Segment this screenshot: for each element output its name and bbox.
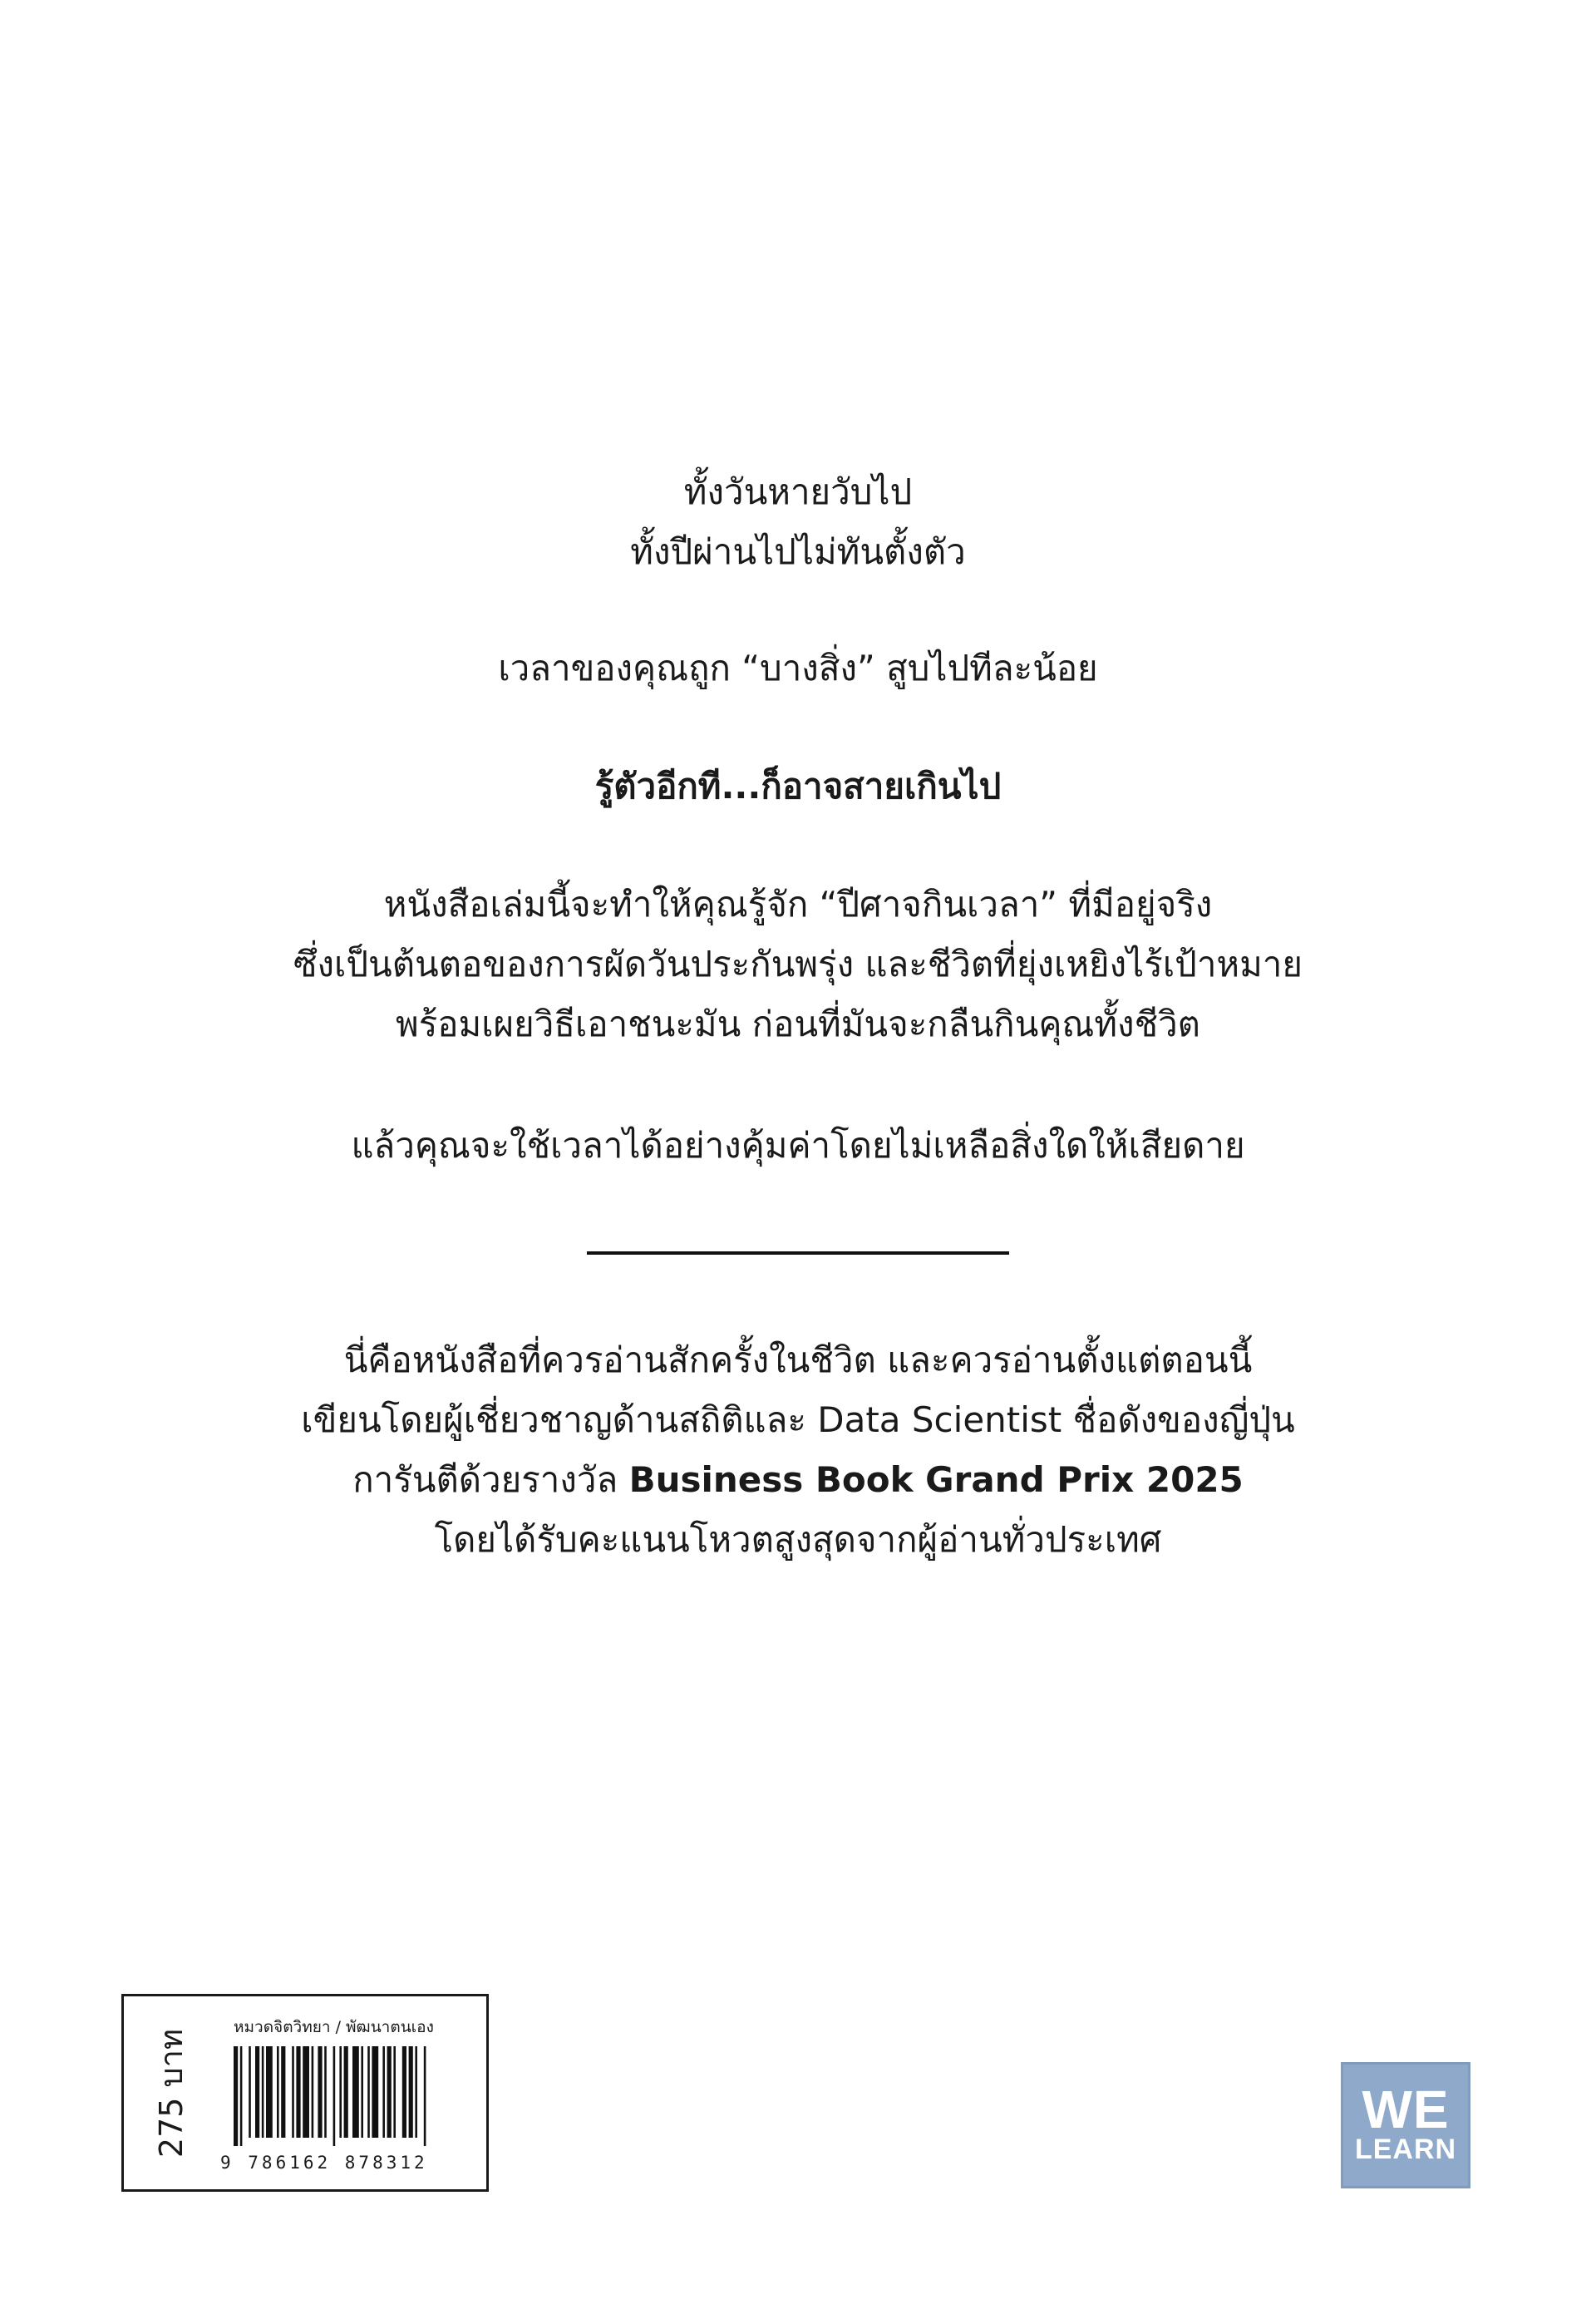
promise-text: แล้วคุณจะใช้เวลาได้อย่างคุ้มค่าโดยไม่เหลือสิ่งใดให้เสียดาย <box>351 1125 1245 1166</box>
divider-line <box>587 1251 1009 1255</box>
barcode-bar <box>361 2046 363 2138</box>
endorsement-block <box>0 1330 1596 1570</box>
barcode-bar <box>393 2046 396 2138</box>
price-barcode-box <box>121 1994 489 2192</box>
isbn-number: 9 786162 878312 <box>220 2153 428 2173</box>
barcode-bar <box>382 2046 385 2138</box>
endorsement-line-1: นี่คือหนังสือที่ควรอ่านสักครั้งในชีวิต และควรอ่านตั้งแต่ตอนนี้ <box>343 1340 1253 1380</box>
barcode-bar <box>266 2046 273 2138</box>
barcode-bar <box>339 2046 342 2138</box>
intro-block <box>0 462 1596 582</box>
description-line-1: หนังสือเล่มนี้จะทำให้คุณรู้จัก “ปีศาจกินเวลา” ที่มีอยู่จริง <box>383 884 1213 925</box>
barcode-bar <box>409 2046 413 2138</box>
barcode-bar <box>255 2046 259 2138</box>
barcode-bar <box>387 2046 392 2138</box>
promise-block <box>0 1116 1596 1176</box>
description-line-3: พร้อมเผยวิธีเอาชนะมัน ก่อนที่มันจะกลืนกินคุณทั้งชีวิต <box>396 1004 1200 1044</box>
barcode-bar <box>292 2046 294 2138</box>
endorsement-line-4: โดยได้รับคะแนนโหวตสูงสุดจากผู้อ่านทั่วประเทศ <box>434 1519 1162 1560</box>
barcode-bar <box>402 2046 406 2138</box>
award-name: Business Book Grand Prix 2025 <box>628 1459 1244 1500</box>
barcode-bar <box>415 2046 417 2138</box>
logo-text-bottom: LEARN <box>1354 2134 1457 2165</box>
barcode-bar <box>372 2046 378 2138</box>
barcode-bar <box>249 2046 251 2138</box>
intro-line-1: ทั้งวันหายวับไป <box>683 471 913 512</box>
barcode-bar <box>344 2046 348 2138</box>
award-prefix: การันตีด้วยรางวัล <box>352 1459 629 1500</box>
warning-block <box>0 639 1596 698</box>
headline: รู้ตัวอีกที...ก็อาจสายเกินไป <box>594 766 1002 807</box>
barcode-bar <box>367 2046 370 2138</box>
barcode-bar <box>262 2046 264 2138</box>
intro-line-2: ทั้งปีผ่านไปไม่ทันตั้งตัว <box>630 531 966 572</box>
publisher-logo <box>1341 2062 1470 2188</box>
description-line-2: ซึ่งเป็นต้นตอของการผัดวันประกันพรุ่ง และชีวิตที่ยุ่งเหยิงไร้เป้าหมาย <box>293 944 1303 984</box>
barcode-bar <box>240 2046 243 2146</box>
barcode-bar <box>296 2046 300 2138</box>
barcode-bar <box>352 2046 359 2138</box>
price-label: 275 บาท <box>153 2028 190 2158</box>
barcode <box>230 2046 471 2146</box>
barcode-bar <box>424 2046 426 2146</box>
warning-text: เวลาของคุณถูก “บางสิ่ง” สูบไปทีละน้อย <box>498 648 1098 688</box>
barcode-bar <box>303 2046 309 2138</box>
barcode-bar <box>318 2046 322 2138</box>
logo-text-top: WE <box>1362 2080 1450 2139</box>
barcode-bar <box>281 2046 285 2138</box>
headline-block <box>0 757 1596 817</box>
endorsement-line-2: เขียนโดยผู้เชี่ยวชาญด้านสถิติและ Data Scientist ชื่อดังของญี่ปุ่น <box>301 1399 1295 1440</box>
barcode-bar <box>277 2046 279 2138</box>
barcode-bar <box>333 2046 336 2146</box>
barcode-bar <box>324 2046 327 2138</box>
barcode-bar <box>234 2046 238 2146</box>
endorsement-line-3 <box>0 1450 1596 1510</box>
category-label: หมวดจิตวิทยา / พัฒนาตนเอง <box>234 2018 434 2036</box>
barcode-bar <box>312 2046 314 2138</box>
description-block <box>0 875 1596 1054</box>
price-label-wrap <box>142 1996 200 2189</box>
